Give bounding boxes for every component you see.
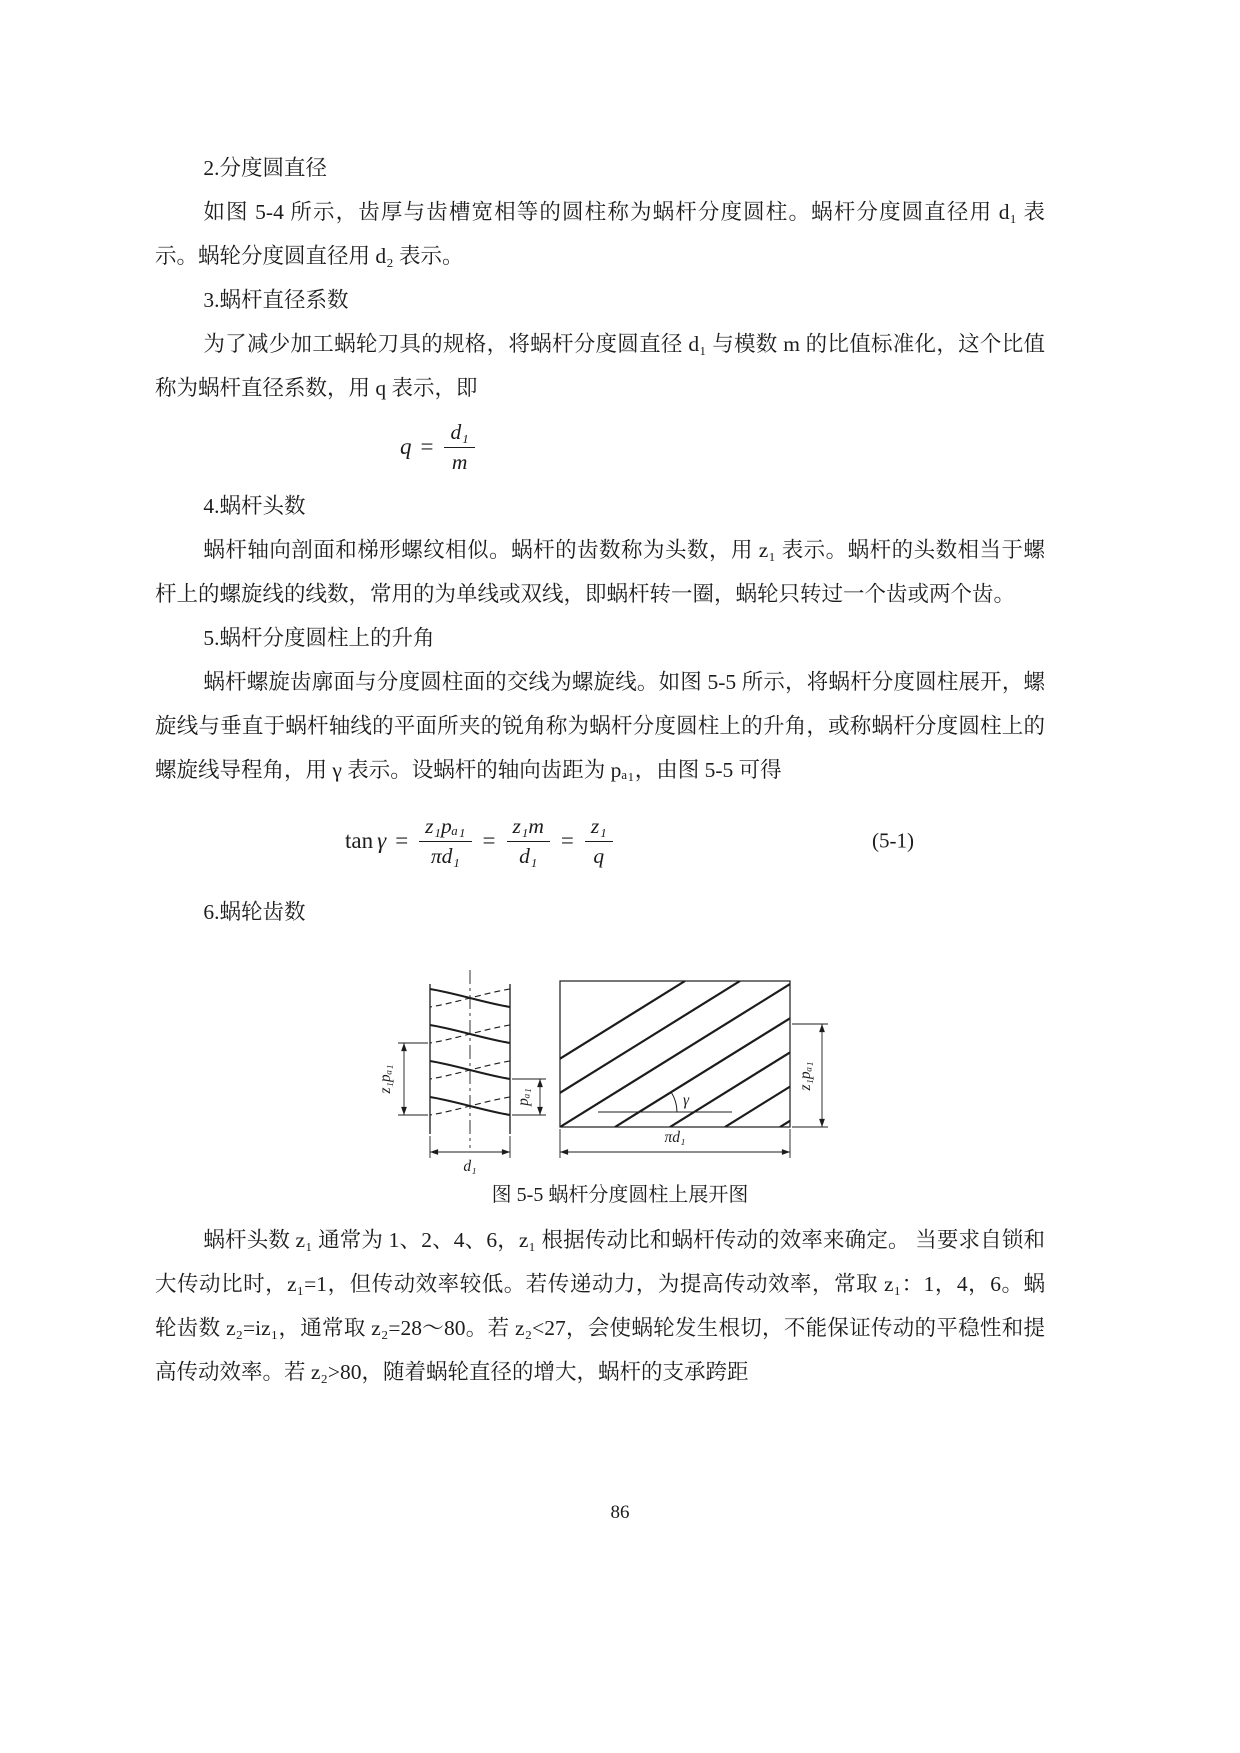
lead-dimension-left bbox=[398, 1043, 428, 1115]
paragraph-lead-angle: 蜗杆螺旋齿廓面与分度圆柱面的交线为螺旋线。如图 5-5 所示，将蜗杆分度圆柱展开，螺旋线与垂直于蜗杆轴线的平面所夹的锐角称为蜗杆分度圆柱上的升角，或称蜗杆分度圆柱上的螺旋线导程角，用 γ 表示。设蜗杆的轴向齿距为 pₐ₁，由图 5-5 可得 bbox=[155, 670, 1045, 782]
fraction-z1-over-q bbox=[585, 813, 613, 868]
figure-5-5 bbox=[155, 964, 1045, 1210]
equation-number: (5-1) bbox=[872, 828, 914, 853]
label-lead-angle-gamma: γ bbox=[683, 1092, 690, 1109]
fraction-d1-over-m bbox=[444, 419, 474, 474]
heading-diameter-quotient: 3.蜗杆直径系数 bbox=[203, 288, 349, 312]
paragraph-worm-starts: 蜗杆轴向剖面和梯形螺纹相似。蜗杆的齿数称为头数，用 z₁ 表示。蜗杆的头数相当于螺杆上的螺旋线的线数，常用的为单线或双线，即蜗杆转一圈，蜗轮只转过一个齿或两个齿。 bbox=[155, 538, 1045, 606]
label-worm-diameter: d₁ bbox=[463, 1158, 477, 1175]
fraction-denominator: m bbox=[451, 449, 468, 474]
tan-function-name: tan bbox=[345, 828, 374, 853]
fraction-denominator: q bbox=[593, 843, 605, 868]
formula-lead-angle bbox=[155, 792, 1045, 890]
figure-caption: 图 5-5 蜗杆分度圆柱上展开图 bbox=[491, 1184, 749, 1206]
page-number: 86 bbox=[610, 1502, 630, 1523]
label-worm-lead: z₁pₐ₁ bbox=[377, 1064, 394, 1094]
equals-sign: = bbox=[420, 434, 434, 459]
paragraph-pitch-diameter: 如图 5-4 所示，齿厚与齿槽宽相等的圆柱称为蜗杆分度圆柱。蜗杆分度圆直径用 d₁ 表示。蜗轮分度圆直径用 d₂ 表示。 bbox=[155, 200, 1045, 268]
worm-side-view bbox=[398, 970, 546, 1158]
equals-sign-3: = bbox=[560, 828, 574, 853]
formula-q-variable: q bbox=[400, 434, 412, 459]
heading-lead-angle: 5.蜗杆分度圆柱上的升角 bbox=[203, 626, 435, 650]
fraction-z1pa1-over-pid1 bbox=[419, 813, 471, 868]
fraction-numerator: z₁pₐ₁ bbox=[419, 813, 471, 841]
paragraph-wheel-teeth: 蜗杆头数 z₁ 通常为 1、2、4、6，z₁ 根据传动比和蜗杆传动的效率来确定。 当要求自锁和大传动比时，z₁=1，但传动效率较低。若传递动力，为提高传动效率，常取 z₁：1，4，6。蜗轮齿数 z₂=iz₁，通常取 z₂=28～80。若 z₂<27，会使蜗轮发生根切，不能保证传动的平稳性和提高传动效率。若 z₂>80，随着蜗轮直径的增大，蜗杆的支承跨距 bbox=[155, 1228, 1045, 1384]
figure-5-5-drawing bbox=[360, 964, 880, 1176]
fraction-denominator: πd₁ bbox=[430, 843, 460, 868]
label-circumference-pi-d1: πd₁ bbox=[664, 1129, 686, 1146]
formula-diameter-quotient bbox=[155, 410, 1045, 484]
gamma-variable: γ bbox=[377, 828, 387, 853]
fraction-denominator: d₁ bbox=[519, 843, 538, 868]
heading-pitch-diameter: 2.分度圆直径 bbox=[203, 156, 328, 180]
equals-sign-2: = bbox=[482, 828, 496, 853]
label-developed-lead: z₁pₐ₁ bbox=[797, 1061, 814, 1091]
paragraph-diameter-quotient: 为了减少加工蜗轮刀具的规格，将蜗杆分度圆直径 d₁ 与模数 m 的比值标准化，这个比值称为蜗杆直径系数，用 q 表示，即 bbox=[155, 332, 1045, 400]
fraction-z1m-over-d1 bbox=[507, 813, 550, 868]
fraction-numerator: d₁ bbox=[444, 419, 474, 447]
page-content bbox=[155, 146, 1045, 1394]
fraction-numerator: z₁m bbox=[507, 813, 550, 841]
fraction-numerator: z₁ bbox=[585, 813, 613, 841]
label-worm-pitch: pₐ₁ bbox=[515, 1088, 532, 1106]
equals-sign-1: = bbox=[395, 828, 409, 853]
heading-worm-starts: 4.蜗杆头数 bbox=[203, 494, 306, 518]
heading-wheel-teeth: 6.蜗轮齿数 bbox=[203, 900, 306, 924]
